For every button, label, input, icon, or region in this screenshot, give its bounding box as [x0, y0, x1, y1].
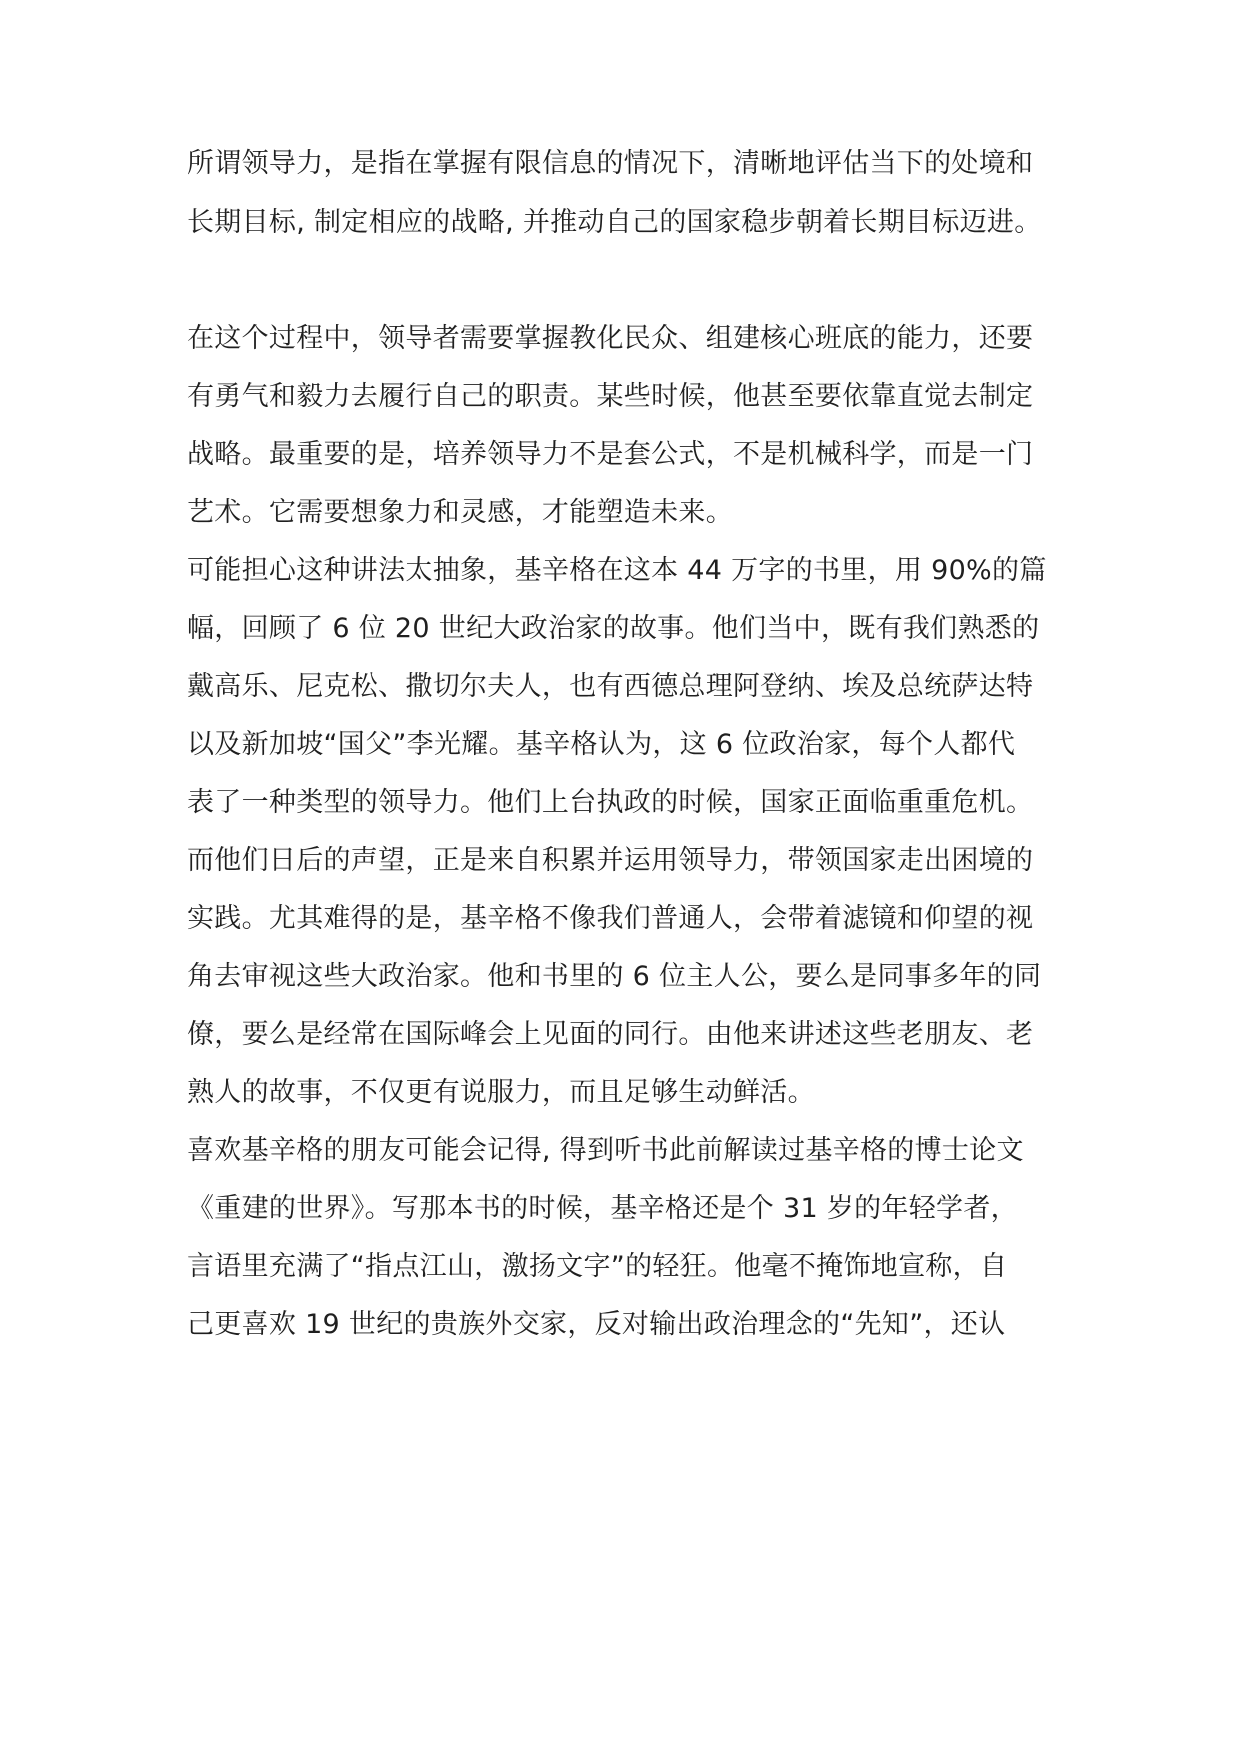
text-line: 角去审视这些大政治家。他和书里的 6 位主人公，要么是同事多年的同	[187, 961, 1042, 992]
text-line: 己更喜欢 19 世纪的贵族外交家，反对输出政治理念的“先知”，还认	[187, 1309, 1006, 1340]
text-line: 所谓领导力，是指在掌握有限信息的情况下，清晰地评估当下的处境和	[187, 148, 1034, 179]
text-line: 戴高乐、尼克松、撒切尔夫人，也有西德总理阿登纳、埃及总统萨达特	[187, 671, 1034, 702]
text-line: 长期目标, 制定相应的战略, 并推动自己的国家稳步朝着长期目标迈进。	[187, 207, 1042, 238]
text-line: 僚，要么是经常在国际峰会上见面的同行。由他来讲述这些老朋友、老	[187, 1019, 1034, 1050]
text-line: 以及新加坡“国父”李光耀。基辛格认为，这 6 位政治家，每个人都代	[187, 729, 1016, 760]
text-line: 幅，回顾了 6 位 20 世纪大政治家的故事。他们当中，既有我们熟悉的	[187, 613, 1040, 644]
text-line: 可能担心这种讲法太抽象，基辛格在这本 44 万字的书里，用 90%的篇	[187, 555, 1047, 586]
text-line: 实践。尤其难得的是，基辛格不像我们普通人，会带着滤镜和仰望的视	[187, 903, 1034, 934]
text-line: 《重建的世界》。写那本书的时候，基辛格还是个 31 岁的年轻学者，	[187, 1193, 1018, 1224]
text-line: 表了一种类型的领导力。他们上台执政的时候，国家正面临重重危机。	[187, 787, 1034, 818]
text-line: 熟人的故事，不仅更有说服力，而且足够生动鲜活。	[187, 1077, 815, 1108]
text-line: 在这个过程中，领导者需要掌握教化民众、组建核心班底的能力，还要	[187, 323, 1034, 354]
text-line: 喜欢基辛格的朋友可能会记得, 得到听书此前解读过基辛格的博士论文	[187, 1135, 1024, 1166]
text-line: 战略。最重要的是，培养领导力不是套公式，不是机械科学，而是一门	[187, 439, 1034, 470]
text-line: 言语里充满了“指点江山，激扬文字”的轻狂。他毫不掩饰地宣称，自	[187, 1251, 1008, 1282]
text-line: 有勇气和毅力去履行自己的职责。某些时候，他甚至要依靠直觉去制定	[187, 381, 1034, 412]
text-line: 艺术。它需要想象力和灵感，才能塑造未来。	[187, 497, 733, 528]
text-line: 而他们日后的声望，正是来自积累并运用领导力，带领国家走出困境的	[187, 845, 1034, 876]
